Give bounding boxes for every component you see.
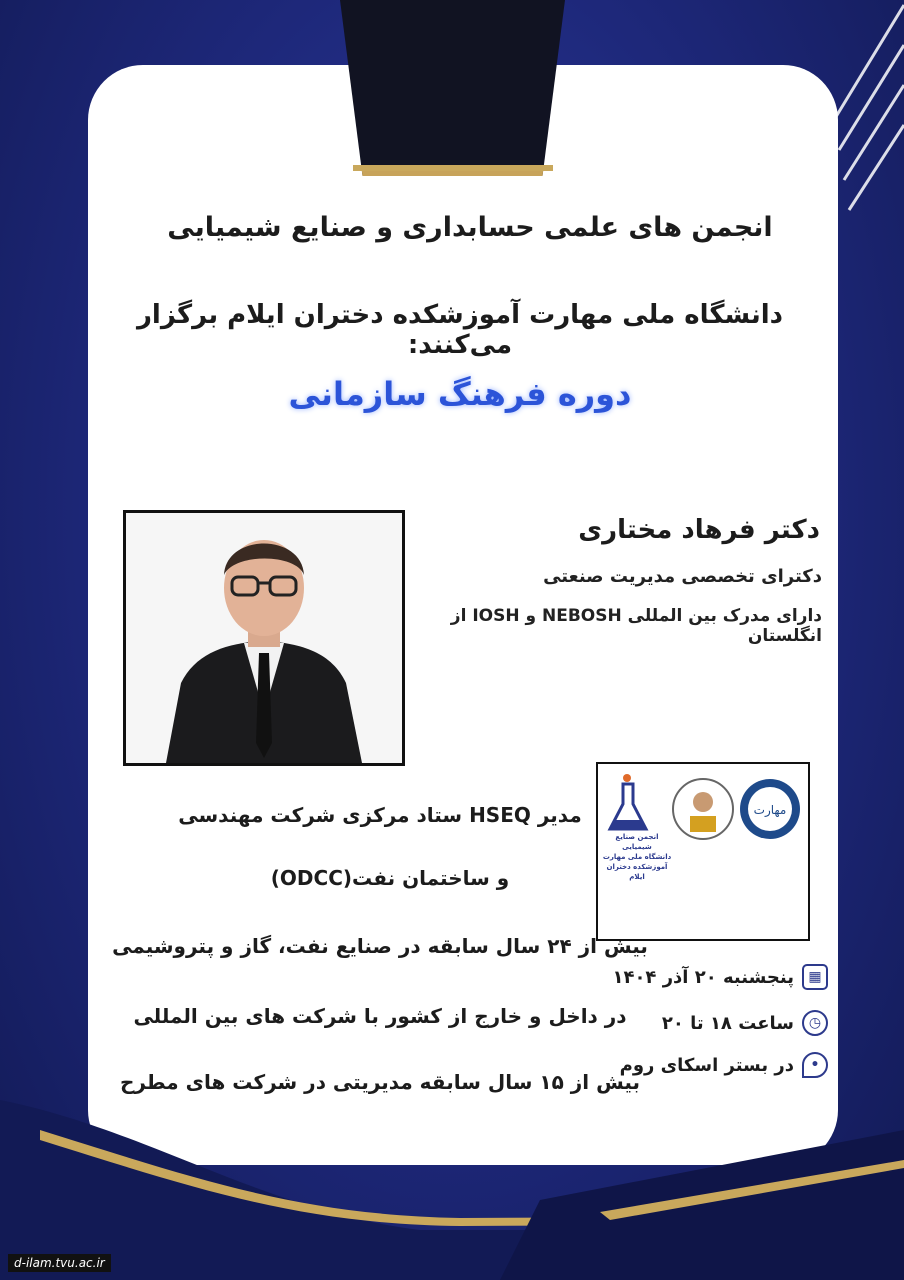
svg-text:مهارت: مهارت bbox=[753, 803, 787, 817]
event-date-text: پنجشنبه ۲۰ آذر ۱۴۰۴ bbox=[612, 966, 794, 988]
bio-line-1: مدیر HSEQ ستاد مرکزی شرکت مهندسی bbox=[178, 803, 582, 827]
school-logo bbox=[673, 779, 733, 839]
university-logo bbox=[740, 779, 800, 839]
chem-logo-text3: آموزشکده دختران ایلام bbox=[606, 863, 668, 881]
event-time bbox=[662, 1010, 828, 1036]
event-place bbox=[620, 1052, 828, 1078]
calendar-icon: ▦ bbox=[802, 964, 828, 990]
event-date bbox=[612, 964, 828, 990]
site-watermark: d-ilam.tvu.ac.ir bbox=[8, 1254, 111, 1272]
chem-logo-text2: دانشگاه ملی مهارت bbox=[602, 853, 672, 861]
event-time-text: ساعت ۱۸ تا ۲۰ bbox=[661, 1012, 794, 1034]
location-pin-icon: • bbox=[802, 1052, 828, 1078]
speaker-degree: دکترای تخصصی مدیریت صنعتی bbox=[543, 566, 822, 587]
badge-hanger bbox=[340, 0, 565, 176]
bio-line-3: بیش از ۲۴ سال سابقه در صنایع نفت، گاز و پتروشیمی bbox=[112, 934, 648, 958]
clock-icon: ◷ bbox=[802, 1010, 828, 1036]
speaker-certification: دارای مدرک بین المللی NEBOSH و IOSH از انگلستان bbox=[450, 606, 822, 646]
speaker-photo bbox=[123, 510, 405, 766]
host-title: دانشگاه ملی مهارت آموزشکده دختران ایلام برگزار می‌کنند: bbox=[136, 300, 784, 360]
chem-logo-text1: انجمن صنایع شیمیایی bbox=[615, 833, 659, 851]
bio-line-4: در داخل و خارج از کشور با شرکت های بین المللی bbox=[133, 1004, 627, 1028]
course-title: دوره فرهنگ سازمانی bbox=[288, 375, 632, 413]
speaker-name: دکتر فرهاد مختاری bbox=[578, 515, 820, 545]
logos-box bbox=[596, 762, 810, 941]
bio-line-2: و ساختمان نفت(ODCC) bbox=[270, 866, 510, 890]
chemistry-logo bbox=[610, 774, 646, 829]
hanger-gold-trim bbox=[353, 165, 553, 171]
organizer-title: انجمن های علمی حسابداری و صنایع شیمیایی bbox=[167, 212, 773, 243]
event-place-text: در بستر اسکای روم bbox=[619, 1054, 794, 1076]
bio-line-5: بیش از ۱۵ سال سابقه مدیریتی در شرکت های مطرح bbox=[119, 1070, 641, 1094]
